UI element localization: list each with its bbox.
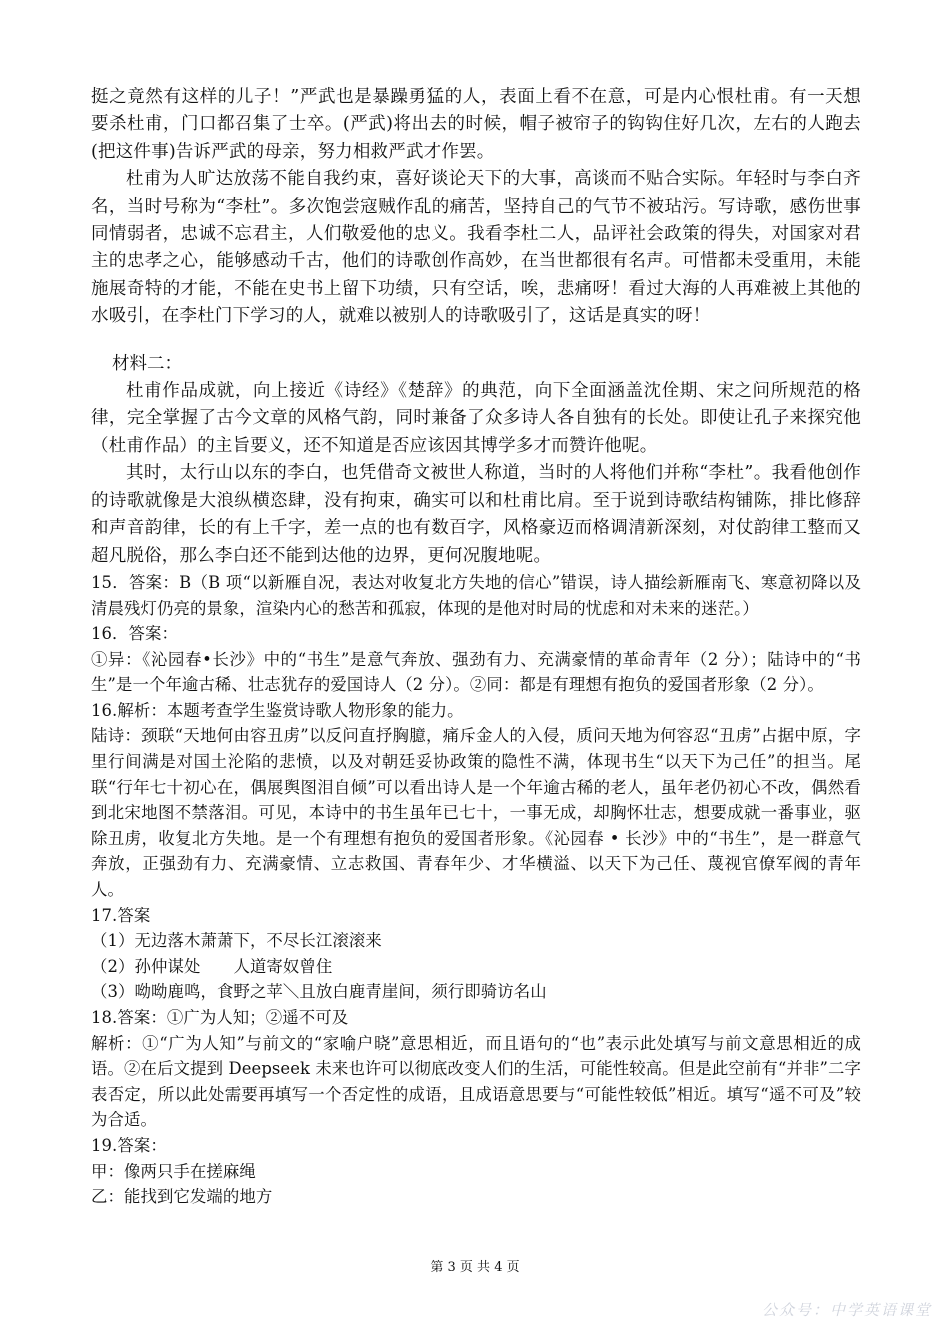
page-content [91,84,861,1210]
section-gap [91,331,861,351]
material2-paragraph-2: 其时，太行山以东的李白，也凭借奇文被世人称道，当时的人将他们并称“李杜”。我看他创作的诗歌就像是大浪纵横恣肆，没有拘束，确实可以和杜甫比肩。至于说到诗歌结构铺陈，排比修辞和声音韵律，长的有上千字，差一点的也有数百字，风格豪迈而格调清新深刻，对仗韵律工整而又超凡脱俗，那么李白还不能到达他的边界，更何况腹地呢。 [91,463,861,566]
answer-19-heading: 19.答案： [91,1135,167,1155]
answer-16-heading: 16．答案： [91,624,179,644]
analysis-16-heading: 16.解析：本题考查学生鉴赏诗歌人物形象的能力。 [91,700,464,720]
answer-18: 18.答案：①广为人知；②遥不可及 [91,1008,349,1027]
material2-paragraph-1: 杜甫作品成就，向上接近《诗经》《楚辞》的典范，向下全面涵盖沈佺期、宋之问所规范的格律，完全掌握了古今文章的风格气韵，同时兼备了众多诗人各自独有的长处。即使让孔子来探究他（杜甫作品）的主旨要义，还不知道是否应该因其博学多才而赞许他呢。 [91,381,861,456]
material1-paragraph-1: 挺之竟然有这样的儿子！”严武也是暴躁勇猛的人，表面上看不在意，可是内心恨杜甫。有一天想要杀杜甫，门口都召集了士卒。(严武)将出去的时候，帽子被帘子的钩钩住好几次，左右的人跑去(把这件事)告诉严武的母亲，努力相救严武才作罢。 [91,87,861,162]
answer-16-body: ①异：《沁园春•长沙》中的“书生”是意气奔放、强劲有力、充满豪情的革命青年（2 分）；陆诗中的“书生”是一个年逾古稀、壮志犹存的爱国诗人（2 分）。②同：都是有理想有抱负的爱国者形象（2 分）。 [91,649,861,695]
answer-17-heading: 17.答案 [91,905,151,925]
answer-19-jia: 甲：像两只手在搓麻绳 [91,1161,256,1181]
answer-17-item-2: （2）孙仲谋处 人道寄奴曾住 [91,956,333,976]
answer-17-item-1: （1）无边落木萧萧下，不尽长江滚滚来 [91,931,382,951]
analysis-18: 解析：①“广为人知”与前文的“家喻户晓”意思相近，而且语句的“也”表示此处填写与前文意思相近的成语。②在后文提到 Deepseek 未来也许可以彻底改变人们的生活，可能性较高。但是此空前有“并非”二字表否定，所以此处需要再填写一个否定性的成语，且成语意思要与“可能性较低”相近。填写“遥不可及”较为合适。 [91,1033,861,1130]
answer-15: 15．答案：B（B 项“以新雁自况，表达对收复北方失地的信心”错误，诗人描绘新雁南飞、寒意初降以及清晨残灯仍亮的景象，渲染内心的愁苦和孤寂，体现的是他对时局的忧虑和对未来的迷茫。） [91,572,861,618]
watermark: 公众号：中学英语课堂 [761,1301,932,1319]
analysis-16-body: 陆诗：颈联“天地何由容丑虏”以反问直抒胸臆，痛斥金人的入侵，质问天地为何容忍“丑虏”占据中原，字里行间满是对国土沦陷的悲愤，以及对朝廷妥协政策的隐性不满，体现书生“以天下为己任”的担当。尾联“行年七十初心在，偶展舆图泪自倾”可以看出诗人是一个年逾古稀的老人，虽年老仍初心不改，偶然看到北宋地图不禁落泪。可见，本诗中的书生虽年已七十，一事无成，却胸怀壮志，想要成就一番事业，驱除丑虏，收复北方失地。是一个有理想有抱负的爱国者形象。《沁园春 • 长沙》中的“书生”，是一群意气奔放，正强劲有力、充满豪情、立志救国、青春年少、才华横溢、以天下为己任、蔑视官僚军阀的青年人。 [91,726,861,900]
material2-label: 材料二： [112,353,182,374]
page-footer: 第 3 页 共 4 页 [430,1260,520,1275]
answer-17-item-3: （3）呦呦鹿鸣，食野之苹＼且放白鹿青崖间，须行即骑访名山 [91,982,547,1002]
material1-paragraph-2: 杜甫为人旷达放荡不能自我约束，喜好谈论天下的大事，高谈而不贴合实际。年轻时与李白齐名，当时号称为“李杜”。多次饱尝寇贼作乱的痛苦，坚持自己的气节不被玷污。写诗歌，感伤世事同情弱者，忠诚不忘君主，人们敬爱他的忠义。我看李杜二人，品评社会政策的得失，对国家对君主的忠孝之心，能够感动千古，他们的诗歌创作高妙，在当世都很有名声。可惜都未受重用，未能施展奇特的才能，不能在史书上留下功绩，只有空话，唉，悲痛呀！看过大海的人再难被上其他的水吸引，在李杜门下学习的人，就难以被别人的诗歌吸引了，这话是真实的呀！ [91,169,861,327]
answer-19-yi: 乙：能找到它发端的地方 [91,1187,273,1207]
